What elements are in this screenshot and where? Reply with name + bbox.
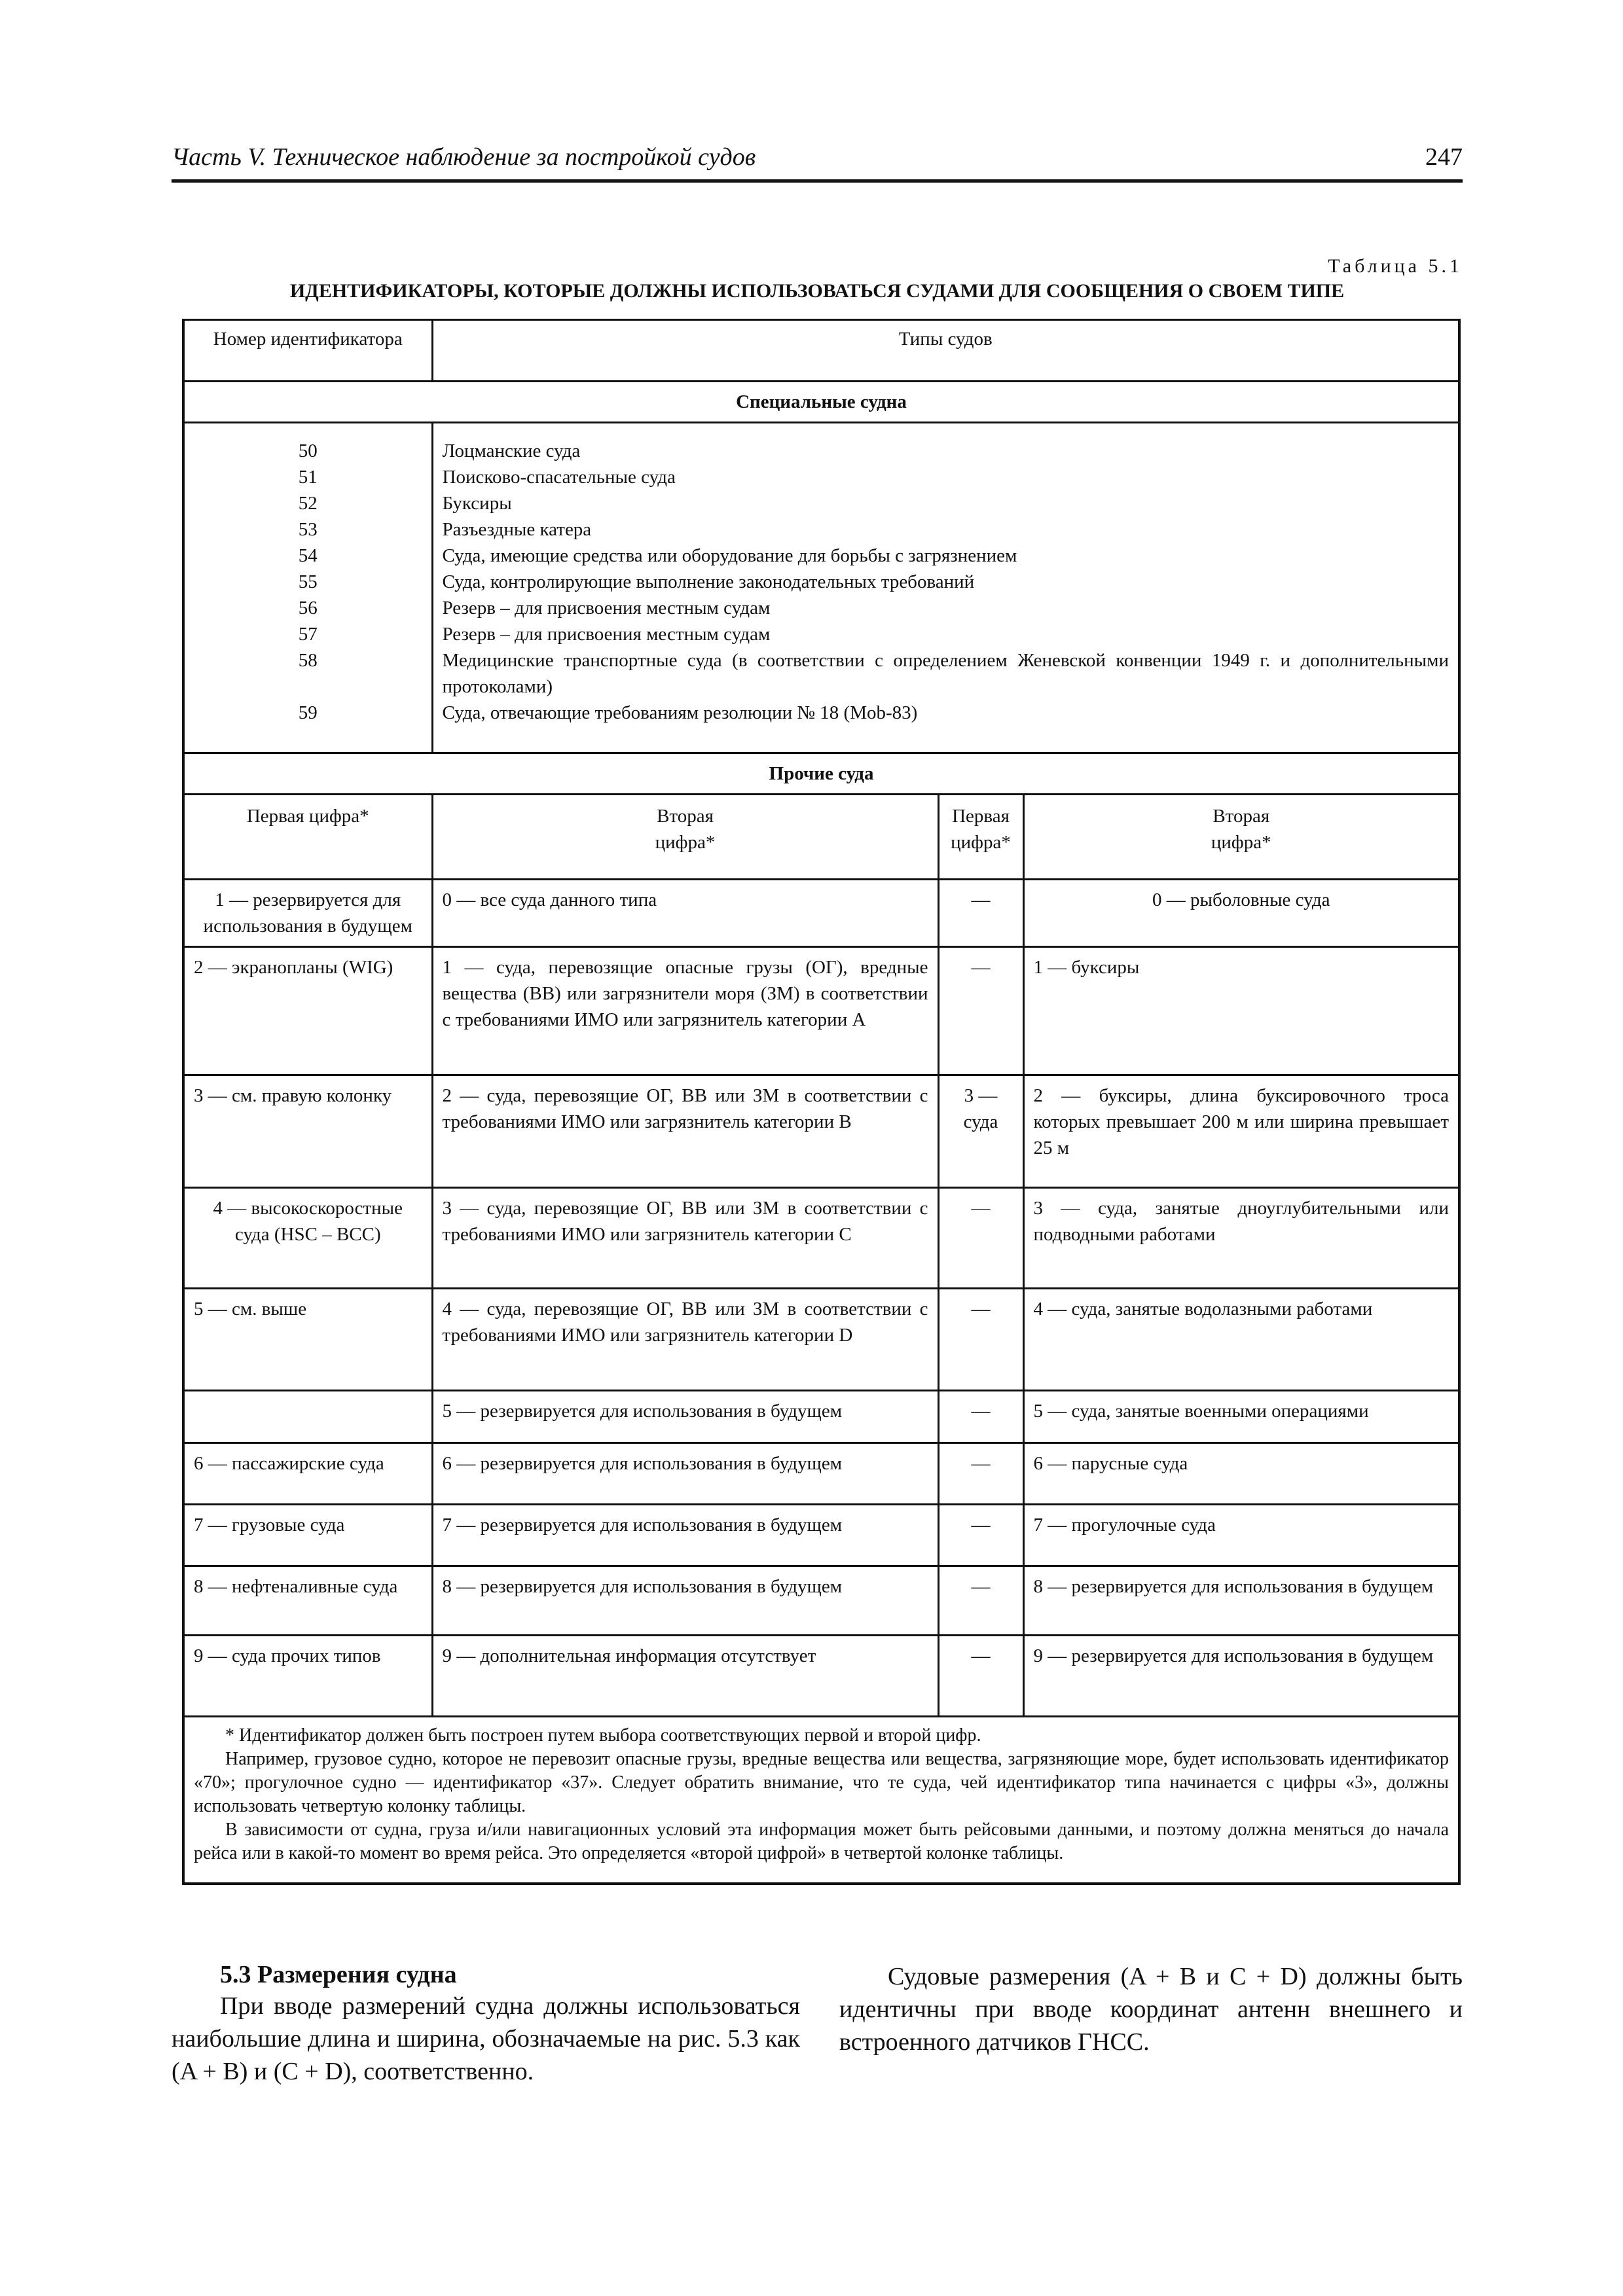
cell-second-digit-2: 6 — парусные суда (1023, 1443, 1459, 1505)
list-item: 55 (298, 571, 318, 592)
list-item: Суда, отвечающие требованиям резолюции № 18 (Mob-83) (442, 702, 918, 723)
header-second-digit-2: Вторая цифра* (1023, 795, 1459, 880)
cell-second-digit: 4 — суда, перевозящие ОГ, ВВ или ЗМ в соответствии с требованиями ИМО или загрязнитель категории D (432, 1289, 938, 1391)
cell-first-digit-2: 3 — суда (938, 1075, 1023, 1188)
table-row (183, 1566, 1459, 1636)
cell-first-digit-2: — (938, 880, 1023, 947)
table-row (183, 947, 1459, 1075)
ship-type-identifiers-table (182, 319, 1461, 1885)
cell-first-digit: 9 — суда прочих типов (183, 1636, 432, 1717)
list-item: 58 (298, 650, 318, 671)
section-heading: 5.3 Размерения судна (220, 1961, 457, 1988)
cell-first-digit-2: — (938, 1566, 1023, 1636)
list-item: 52 (298, 493, 318, 514)
cell-first-digit-2: — (938, 1188, 1023, 1289)
cell-first-digit-2: — (938, 1505, 1023, 1566)
header-second-digit: Вторая цифра* (432, 795, 938, 880)
cell-first-digit-2: — (938, 1391, 1023, 1443)
running-title: Часть V. Техническое наблюдение за постройкой судов (172, 143, 756, 171)
table-row (183, 880, 1459, 947)
list-item: Буксиры (442, 493, 512, 514)
table-row (183, 1188, 1459, 1289)
cell-first-digit (183, 1391, 432, 1443)
table-footnotes (183, 1717, 1459, 1884)
cell-second-digit-2: 8 — резервируется для использования в будущем (1023, 1566, 1459, 1636)
table-row (183, 1391, 1459, 1443)
cell-first-digit-2: — (938, 947, 1023, 1075)
section-other-ships: Прочие суда (183, 753, 1459, 795)
list-item: Резерв – для присвоения местным судам (442, 598, 771, 619)
cell-first-digit-2: — (938, 1443, 1023, 1505)
cell-second-digit: 8 — резервируется для использования в будущем (432, 1566, 938, 1636)
cell-second-digit-2: 2 — буксиры, длина буксировочного троса которых превышает 200 м или ширина превышает 25 м (1023, 1075, 1459, 1188)
header-first-digit: Первая цифра* (183, 795, 432, 880)
cell-first-digit-2: — (938, 1289, 1023, 1391)
cell-second-digit-2: 0 — рыболовные суда (1023, 880, 1459, 947)
list-item: Суда, имеющие средства или оборудование для борьбы с загрязнением (442, 545, 1017, 566)
right-column-text (839, 1960, 1463, 2058)
paragraph: Судовые размерения (A + B и C + D) должны быть идентичны при вводе координат антенн внешнего и встроенного датчиков ГНСС. (839, 1963, 1463, 2056)
table-row (183, 1075, 1459, 1188)
table-row (183, 1505, 1459, 1566)
special-types-column (432, 423, 1459, 753)
list-item: 59 (298, 702, 318, 723)
cell-first-digit: 1 — резервируется для использования в будущем (183, 880, 432, 947)
cell-second-digit: 2 — суда, перевозящие ОГ, ВВ или ЗМ в соответствии с требованиями ИМО или загрязнитель категории B (432, 1075, 938, 1188)
cell-second-digit: 7 — резервируется для использования в будущем (432, 1505, 938, 1566)
cell-second-digit: 6 — резервируется для использования в будущем (432, 1443, 938, 1505)
cell-second-digit-2: 9 — резервируется для использования в будущем (1023, 1636, 1459, 1717)
cell-first-digit-2: — (938, 1636, 1023, 1717)
list-item: 53 (298, 519, 318, 540)
list-item: Поисково-спасательные суда (442, 467, 676, 488)
list-item: 51 (298, 467, 318, 488)
cell-first-digit: 5 — см. выше (183, 1289, 432, 1391)
column-header-id: Номер идентификатора (183, 320, 432, 382)
cell-second-digit-2: 4 — суда, занятые водолазными работами (1023, 1289, 1459, 1391)
cell-first-digit: 4 — высокоскоростные суда (HSC – ВСС) (183, 1188, 432, 1289)
cell-first-digit: 8 — нефтеналивные суда (183, 1566, 432, 1636)
page-number: 247 (1425, 143, 1463, 171)
cell-second-digit: 9 — дополнительная информация отсутствует (432, 1636, 938, 1717)
cell-second-digit-2: 5 — суда, занятые военными операциями (1023, 1391, 1459, 1443)
list-item: Медицинские транспортные суда (в соответствии с определением Женевской конвенции 1949 г. и дополнительными протоколами) (442, 650, 1449, 697)
table-row (183, 1289, 1459, 1391)
cell-second-digit: 0 — все суда данного типа (432, 880, 938, 947)
list-item: Резерв – для присвоения местным судам (442, 624, 771, 645)
section-special-ships: Специальные судна (183, 382, 1459, 423)
page-header (172, 143, 1463, 183)
list-item: 54 (298, 545, 318, 566)
cell-first-digit: 7 — грузовые суда (183, 1505, 432, 1566)
cell-first-digit: 6 — пассажирские суда (183, 1443, 432, 1505)
special-ids-column (183, 423, 432, 753)
cell-second-digit: 5 — резервируется для использования в будущем (432, 1391, 938, 1443)
cell-second-digit: 1 — суда, перевозящие опасные грузы (ОГ), вредные вещества (ВВ) или загрязнители моря (ЗМ) в соответствии с требованиями ИМО или загрязнитель категории A (432, 947, 938, 1075)
list-item: 57 (298, 624, 318, 645)
header-first-digit-2: Первая цифра* (938, 795, 1023, 880)
left-column-text (172, 1990, 800, 2088)
table-row (183, 1636, 1459, 1717)
cell-second-digit-2: 1 — буксиры (1023, 947, 1459, 1075)
cell-second-digit: 3 — суда, перевозящие ОГ, ВВ или ЗМ в соответствии с требованиями ИМО или загрязнитель категории C (432, 1188, 938, 1289)
footnote-text: * Идентификатор должен быть построен путем выбора соответствующих первой и второй цифр. (225, 1725, 981, 1746)
column-header-types: Типы судов (432, 320, 1459, 382)
cell-first-digit: 3 — см. правую колонку (183, 1075, 432, 1188)
cell-second-digit-2: 3 — суда, занятые дноуглубительными или подводными работами (1023, 1188, 1459, 1289)
list-item: Разъездные катера (442, 519, 592, 540)
table-title: ИДЕНТИФИКАТОРЫ, КОТОРЫЕ ДОЛЖНЫ ИСПОЛЬЗОВАТЬСЯ СУДАМИ ДЛЯ СООБЩЕНИЯ О СВОЕМ ТИПЕ (289, 280, 1345, 302)
cell-second-digit-2: 7 — прогулочные суда (1023, 1505, 1459, 1566)
footnote-text: В зависимости от судна, груза и/или навигационных условий эта информация может быть рейсовыми данными, и поэтому должна меняться до начала рейса или в какой-то момент во время рейса. Это определяется «второй цифрой» в четвертой колонке таблицы. (194, 1820, 1449, 1863)
paragraph: При вводе размерений судна должны использоваться наибольшие длина и ширина, обозначаемые на рис. 5.3 как (A + B) и (C + D), соответственно. (172, 1992, 800, 2085)
cell-first-digit: 2 — экранопланы (WIG) (183, 947, 432, 1075)
list-item: 50 (298, 440, 318, 461)
table-caption: Таблица 5.1 (1328, 255, 1463, 277)
footnote-text: Например, грузовое судно, которое не перевозит опасные грузы, вредные вещества или вещества, загрязняющие море, будет использовать идентификатор «70»; прогулочное судно — идентификатор «37». Следует обратить внимание, что те суда, чей идентификатор типа начинается с цифры «3», должны использовать четвертую колонку таблицы. (194, 1749, 1449, 1816)
list-item: 56 (298, 598, 318, 619)
table-row (183, 1443, 1459, 1505)
list-item: Лоцманские суда (442, 440, 581, 461)
list-item: Суда, контролирующие выполнение законодательных требований (442, 571, 975, 592)
